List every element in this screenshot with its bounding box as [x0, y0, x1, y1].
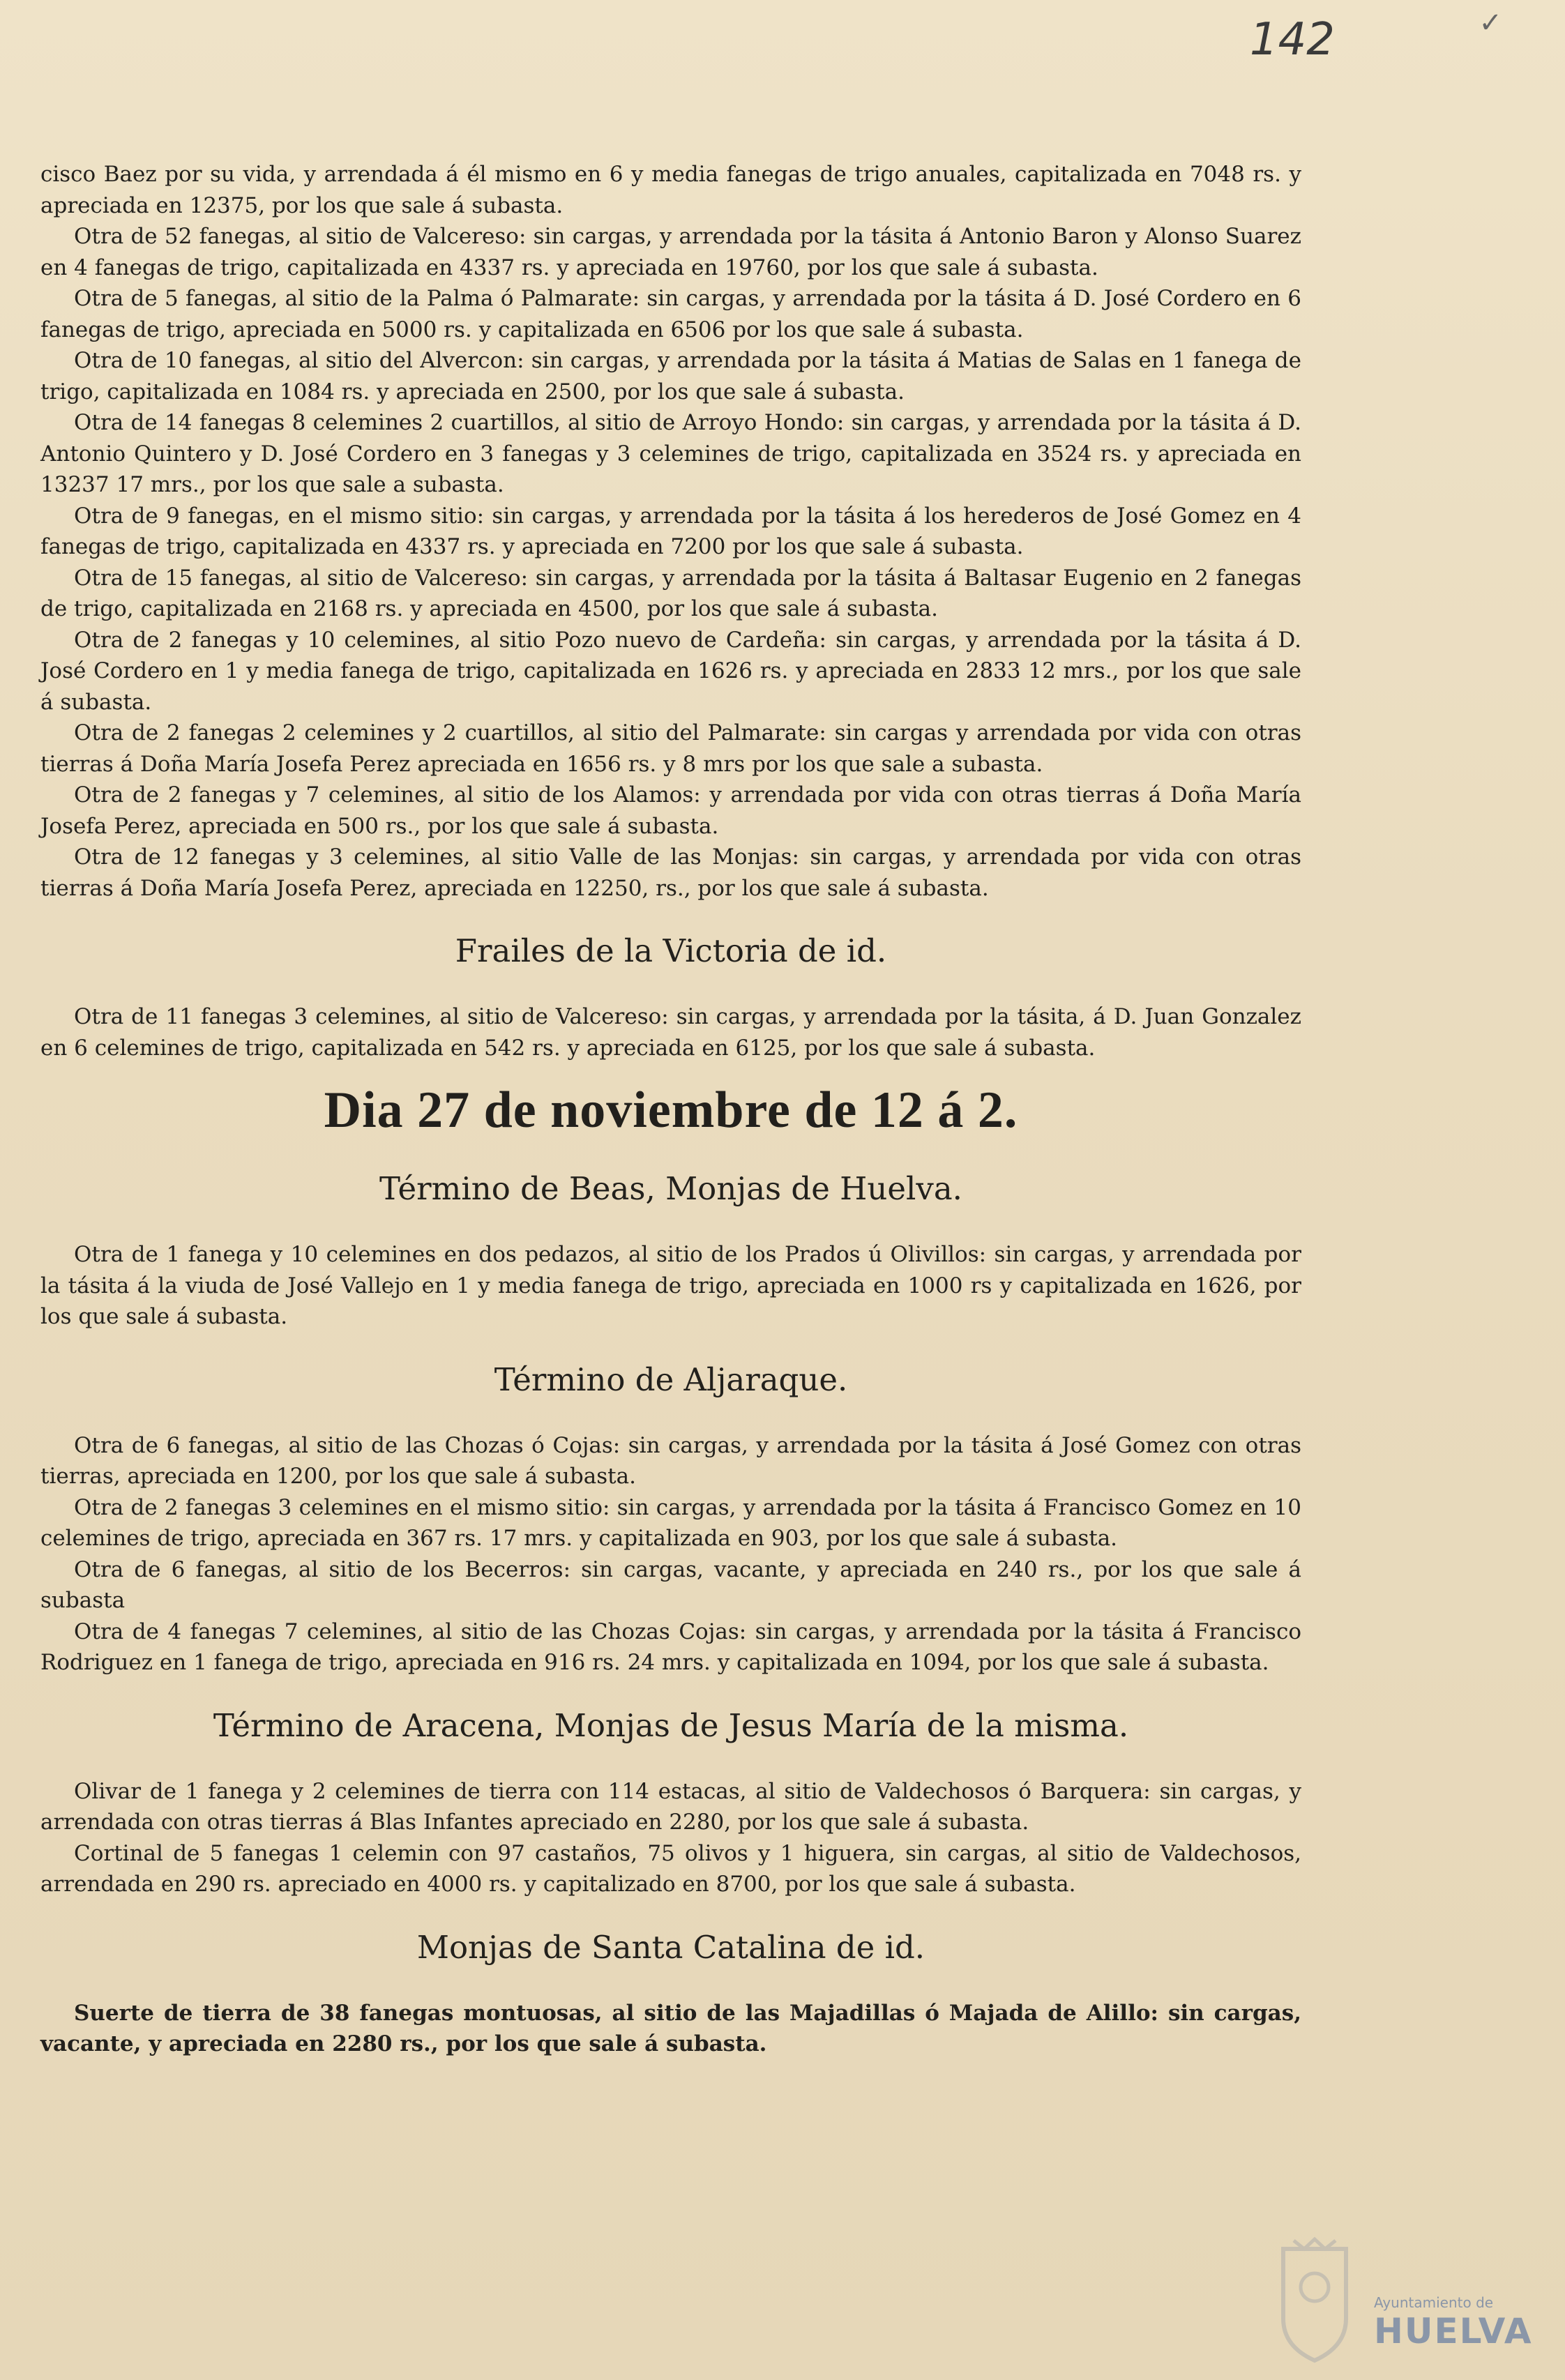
entry-paragraph: Otra de 12 fanegas y 3 celemines, al sitio Valle de las Monjas: sin cargas, y arrendada por vida con otras tierras á Doña María Josefa Perez, apreciada en 12250, rs., por los que sale á subasta.	[40, 844, 1301, 901]
entries-block-main	[40, 159, 1301, 904]
entry-paragraph: Otra de 4 fanegas 7 celemines, al sitio de las Chozas Cojas: sin cargas, y arrendada por la tásita á Francisco Rodriguez en 1 fanega de trigo, apreciada en 916 rs. 24 mrs. y capitalizada en 1094, por los que sale á subasta.	[40, 1619, 1301, 1675]
entry-paragraph: Otra de 11 fanegas 3 celemines, al sitio de Valcereso: sin cargas, y arrendada por la tásita, á D. Juan Gonzalez en 6 celemines de trigo, capitalizada en 542 rs. y apreciada en 6125, por los que sale á subasta.	[40, 1004, 1301, 1061]
day-heading: Dia 27 de noviembre de 12 á 2.	[324, 1082, 1018, 1139]
entry-paragraph: Otra de 10 fanegas, al sitio del Alvercon: sin cargas, y arrendada por la tásita á Matias de Salas en 1 fanega de trigo, capitalizada en 1084 rs. y apreciada en 2500, por los que sale á subasta.	[40, 348, 1301, 404]
section-heading-frailes: Frailes de la Victoria de id.	[455, 932, 887, 969]
entry-paragraph: Otra de 2 fanegas 3 celemines en el mismo sitio: sin cargas, y arrendada por la tásita á Francisco Gomez en 10 celemines de trigo, apreciada en 367 rs. 17 mrs. y capitalizada en 903, por los que sale á subasta.	[40, 1494, 1301, 1551]
entry-paragraph: Otra de 6 fanegas, al sitio de los Becerros: sin cargas, vacante, y apreciada en 240 rs., por los que sale á subasta	[40, 1556, 1301, 1613]
entry-paragraph: Otra de 6 fanegas, al sitio de las Chozas ó Cojas: sin cargas, y arrendada por la tásita á José Gomez con otras tierras, apreciada en 1200, por los que sale á subasta.	[40, 1432, 1301, 1489]
entry-paragraph: Otra de 1 fanega y 10 celemines en dos pedazos, al sitio de los Prados ú Olivillos: sin cargas, y arrendada por la tásita á la viuda de José Vallejo en 1 y media fanega de trigo, apreciada en 1000 rs y capitalizada en 1626, por los que sale á subasta.	[40, 1242, 1301, 1329]
section-heading-beas: Término de Beas, Monjas de Huelva.	[379, 1170, 962, 1207]
section-heading-aracena: Término de Aracena, Monjas de Jesus María de la misma.	[213, 1706, 1129, 1744]
section-heading-aljaraque: Término de Aljaraque.	[494, 1360, 848, 1398]
entry-paragraph: Otra de 2 fanegas y 10 celemines, al sitio Pozo nuevo de Cardeña: sin cargas, y arrendada por la tásita á D. José Cordero en 1 y media fanega de trigo, capitalizada en 1626 rs. y apreciada en 2833 12 mrs., por los que sale á subasta.	[40, 627, 1301, 715]
entry-paragraph: Otra de 52 fanegas, al sitio de Valcereso: sin cargas, y arrendada por la tásita á Antonio Baron y Alonso Suarez en 4 fanegas de trigo, capitalizada en 4337 rs. y apreciada en 19760, por los que sale á subasta.	[40, 224, 1301, 280]
entry-paragraph: Otra de 14 fanegas 8 celemines 2 cuartillos, al sitio de Arroyo Hondo: sin cargas, y arrendada por la tásita á D. Antonio Quintero y D. José Cordero en 3 fanegas y 3 celemines de trigo, capitalizada en 3524 rs. y apreciada en 13237 17 mrs., por los que sale a subasta.	[40, 410, 1301, 497]
watermark-big-text: HUELVA	[1374, 2311, 1533, 2351]
entry-paragraph: Olivar de 1 fanega y 2 celemines de tierra con 114 estacas, al sitio de Valdechosos ó Barquera: sin cargas, y arrendada con otras tierras á Blas Infantes apreciado en 2280, por los que sale á subasta.	[40, 1778, 1301, 1835]
entry-paragraph: Otra de 9 fanegas, en el mismo sitio: sin cargas, y arrendada por la tásita á los herederos de José Gomez en 4 fanegas de trigo, capitalizada en 4337 rs. y apreciada en 7200 por los que sale á subasta.	[40, 503, 1301, 559]
watermark-small-text: Ayuntamiento de	[1374, 2294, 1494, 2311]
entry-paragraph: Otra de 5 fanegas, al sitio de la Palma ó Palmarate: sin cargas, y arrendada por la tásita á D. José Cordero en 6 fanegas de trigo, apreciada en 5000 rs. y capitalizada en 6506 por los que sale á subasta.	[40, 286, 1301, 342]
entry-paragraph: Otra de 2 fanegas y 7 celemines, al sitio de los Alamos: y arrendada por vida con otras tierras á Doña María Josefa Perez, apreciada en 500 rs., por los que sale á subasta.	[40, 782, 1301, 839]
entry-paragraph: Otra de 2 fanegas 2 celemines y 2 cuartillos, al sitio del Palmarate: sin cargas y arrendada por vida con otras tierras á Doña María Josefa Perez apreciada en 1656 rs. y 8 mrs por los que sale a subasta.	[40, 720, 1301, 777]
entry-paragraph: Otra de 15 fanegas, al sitio de Valcereso: sin cargas, y arrendada por la tásita á Baltasar Eugenio en 2 fanegas de trigo, capitalizada en 2168 rs. y apreciada en 4500, por los que sale á subasta.	[40, 565, 1301, 621]
watermark-text	[1374, 2294, 1533, 2351]
entry-paragraph: Suerte de tierra de 38 fanegas montuosas, al sitio de las Majadillas ó Majada de Alillo: sin cargas, vacante, y apreciada en 2280 rs., por los que sale á subasta.	[40, 2000, 1301, 2056]
entry-paragraph: cisco Baez por su vida, y arrendada á él mismo en 6 y media fanegas de trigo anuales, capitalizada en 7048 rs. y apreciada en 12375, por los que sale á subasta.	[40, 162, 1301, 218]
document-body	[40, 159, 1301, 2060]
folio-number: 142	[1249, 14, 1335, 66]
entry-paragraph: Cortinal de 5 fanegas 1 celemin con 97 castaños, 75 olivos y 1 higuera, sin cargas, al sitio de Valdechosos, arrendada en 290 rs. apreciado en 4000 rs. y capitalizado en 8700, por los que sale á subasta.	[40, 1840, 1301, 1897]
corner-check-mark: ✓	[1479, 7, 1502, 39]
section-heading-catalina: Monjas de Santa Catalina de id.	[416, 1928, 925, 1966]
